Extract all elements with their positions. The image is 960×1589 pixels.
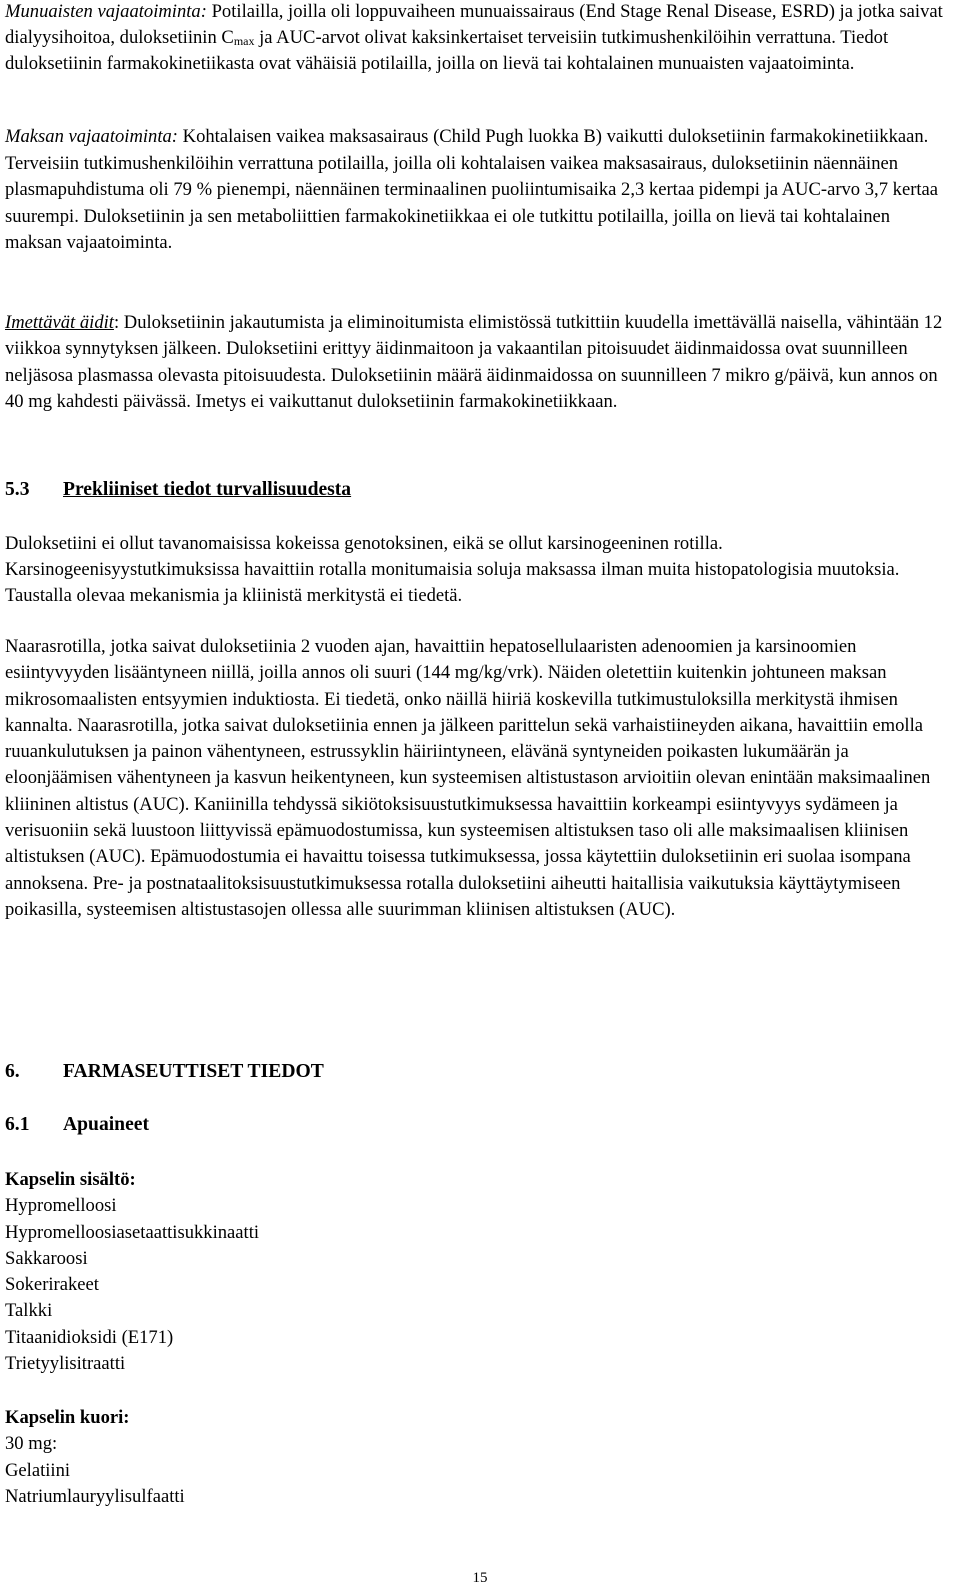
section-number: 6. xyxy=(5,1061,20,1082)
renal-text-1: Potilailla, joilla oli loppuvaiheen munuaissairaus (End Stage Renal Disease, ESRD) ja jotka saivat dialyysihoitoa, duloksetiinin C xyxy=(5,1,943,49)
capsule-contents-heading: Kapselin sisältö: xyxy=(5,1169,136,1190)
list-item: Hypromelloosiasetaattisukkinaatti xyxy=(5,1221,260,1243)
preclinical-findings-paragraph: Naarasrotilla, jotka saivat duloksetiinia 2 vuoden ajan, havaittiin hepatosellulaaristen adenoomien ja karsinoomien esiintyvyyden lisääntyneen niillä, joilla annos oli suuri (144 mg/kg/vrk). Näiden oletettiin kuitenkin johtuneen maksan mikrosomaalisten entsyymien induktiosta. Ei tiedetä, onko näillä hiiriä koskevilla tutkimustuloksilla merkitystä ihmisen kannalta. Naarasrotilla, jotka saivat duloksetiinia ennen ja jälkeen parittelun sekä varhaistiineyden aikana, havaittiin emolla ruuankulutuksen ja painon vähentyneen, estrussyklin häiriintyneen, elävänä syntyneiden poikasten lukumäärän ja eloonjäämisen vähentyneen ja kasvun heikentyneen, kun systeemisen altistustason arvioitiin olevan enintään maksimaalinen kliininen altistus (AUC). Kaniinilla tehdyssä sikiötoksisuustutkimuksessa havaittiin korkeampi esiintyvyys sydämeen ja verisuoniin sekä luustoon liittyvissä epämuodostumissa, kun systeemisen altistuksen taso oli alle maksimaalisen kliinisen altistuksen (AUC). Epämuodostumia ei havaittu toisessa tutkimuksessa, jossa käytettiin duloksetiinin eri suolaa isompana annoksena. Pre- ja postnataalitoksisuustutkimuksessa rotalla duloksetiini aiheutti haitallisia vaikutuksia käyttäytymiseen poikasilla, systeemisen altistustasojen ollessa alle suurimman kliinisen altistuksen (AUC). xyxy=(5,636,931,920)
list-item: Hypromelloosi xyxy=(5,1195,117,1217)
list-item: 30 mg: xyxy=(5,1433,58,1455)
list-item: Sokerirakeet xyxy=(5,1274,99,1296)
section-5-3-heading xyxy=(5,479,351,501)
section-title: FARMASEUTTISET TIEDOT xyxy=(63,1061,324,1082)
renal-text-2: ja AUC-arvot olivat kaksinkertaiset terveisiin tutkimushenkilöihin verrattuna. Tiedot duloksetiinin farmakokinetiikasta ovat vähäisiä potilailla, joilla on lievä tai kohtalainen munuaisten vajaatoiminta. xyxy=(5,27,889,75)
section-title: Apuaineet xyxy=(63,1114,150,1135)
hepatic-text: Kohtalaisen vaikea maksasairaus (Child Pugh luokka B) vaikutti duloksetiinin farmakokinetiikkaan. Terveisiin tutkimushenkilöihin verrattuna potilailla, joilla oli kohtalaisen vaikea maksasairaus, duloksetiinin näennäinen plasmapuhdistuma oli 79 % pienempi, näennäinen terminaalinen puoliintumisaika 2,3 kertaa pidempi ja AUC-arvo 3,7 kertaa suurempi. Duloksetiinin ja sen metaboliittien farmakokinetiikkaa ei ole tutkittu potilailla, joilla on lievä tai kohtalainen maksan vajaatoiminta. xyxy=(5,126,939,254)
section-6-1-heading xyxy=(5,1114,149,1136)
list-item: Gelatiini xyxy=(5,1459,71,1481)
section-title: Prekliiniset tiedot turvallisuudesta xyxy=(63,479,352,500)
page-number: 15 xyxy=(472,1570,488,1586)
renal-label: Munuaisten vajaatoiminta: xyxy=(5,1,207,22)
genotoxicity-paragraph: Duloksetiini ei ollut tavanomaisissa kokeissa genotoksinen, eikä se ollut karsinogeeninen rotilla. Karsinogeenisyystutkimuksissa havaittiin rotalla monitumaisia soluja maksassa ilman muita histopatologisia muutoksia. Taustalla olevaa mekanismia ja kliinistä merkitystä ei tiedetä. xyxy=(5,533,900,607)
list-item: Talkki xyxy=(5,1300,53,1322)
section-number: 6.1 xyxy=(5,1114,30,1135)
cmax-subscript: max xyxy=(233,34,255,49)
section-6-heading xyxy=(5,1061,324,1083)
hepatic-label: Maksan vajaatoiminta: xyxy=(5,126,178,147)
capsule-shell-list xyxy=(5,1405,185,1510)
renal-impairment-paragraph xyxy=(5,0,950,77)
capsule-shell-heading: Kapselin kuori: xyxy=(5,1407,130,1428)
section-number: 5.3 xyxy=(5,479,30,500)
list-item: Sakkaroosi xyxy=(5,1247,88,1269)
nursing-label: Imettävät äidit xyxy=(5,312,114,333)
list-item: Trietyylisitraatti xyxy=(5,1353,126,1375)
capsule-contents-list xyxy=(5,1167,259,1377)
list-item: Natriumlauryylisulfaatti xyxy=(5,1485,185,1507)
list-item: Titaanidioksidi (E171) xyxy=(5,1326,174,1348)
nursing-mothers-paragraph xyxy=(5,310,950,416)
nursing-text: : Duloksetiinin jakautumista ja eliminoitumista elimistössä tutkittiin kuudella imettävällä naisella, vähintään 12 viikkoa synnytyksen jälkeen. Duloksetiini erittyy äidinmaitoon ja vakaantilan pitoisuudet äidinmaidossa ovat suunnilleen neljäsosa plasmassa olevasta pitoisuudesta. Duloksetiinin määrä äidinmaidossa on suunnilleen 7 mikro g/päivä, kun annos on 40 mg kahdesti päivässä. Imetys ei vaikuttanut duloksetiinin farmakokinetiikkaan. xyxy=(5,312,943,413)
hepatic-impairment-paragraph xyxy=(5,124,950,257)
